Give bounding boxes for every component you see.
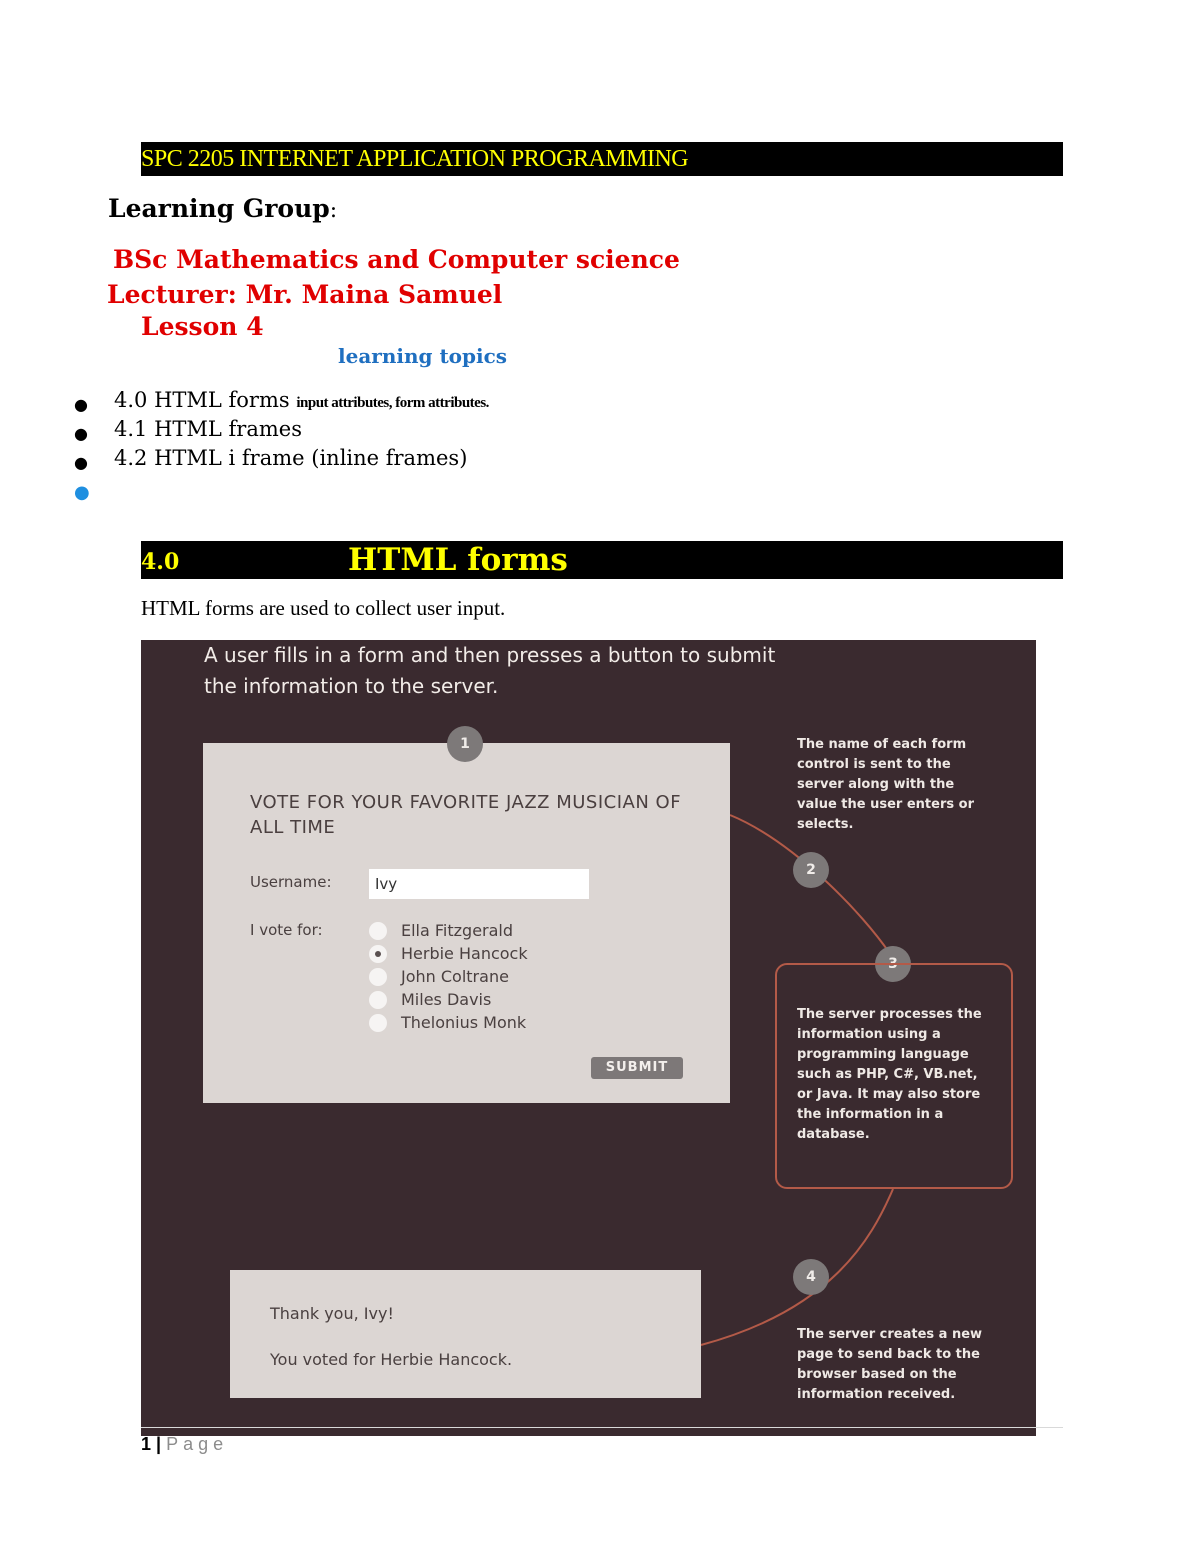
username-label: Username: xyxy=(250,873,332,891)
vote-form-panel xyxy=(203,743,730,1103)
page-footer xyxy=(141,1434,228,1455)
radio-button-selected[interactable] xyxy=(369,945,387,963)
step-2-badge: 2 xyxy=(793,852,829,888)
radio-option[interactable] xyxy=(369,1011,526,1034)
step-4-badge: 4 xyxy=(793,1259,829,1295)
learning-group-heading xyxy=(108,194,337,223)
bullet-icon: ● xyxy=(74,482,90,503)
section-heading: HTML forms xyxy=(348,542,568,578)
course-title-bar xyxy=(141,142,1063,176)
learning-group-label: Learning Group xyxy=(108,194,330,223)
topic-main: 4.0 HTML forms xyxy=(114,388,297,412)
bullet-icon: ● xyxy=(74,395,88,414)
lecturer-name: Lecturer: Mr. Maina Samuel xyxy=(107,280,503,309)
page-word: Page xyxy=(166,1434,229,1454)
radio-option-label: Herbie Hancock xyxy=(401,944,528,963)
server-process-note: The server processes the information using a programming language such as PHP, C#, VB.net, or Java. It may also store the information in a database. xyxy=(797,1007,982,1142)
step-3-badge: 3 xyxy=(875,946,911,982)
page-number: 1 xyxy=(141,1434,152,1454)
lesson-number: Lesson 4 xyxy=(141,312,264,341)
radio-button[interactable] xyxy=(369,1014,387,1032)
footer-separator: | xyxy=(151,1434,167,1454)
section-number: 4.0 xyxy=(141,549,180,575)
vote-form-title: VOTE FOR YOUR FAVORITE JAZZ MUSICIAN OF ALL TIME xyxy=(250,792,682,838)
vote-label: I vote for: xyxy=(250,921,323,939)
username-input[interactable] xyxy=(369,869,589,899)
topics-heading: learning topics xyxy=(338,344,508,368)
topic-detail: input attributes, form attributes. xyxy=(296,395,489,411)
program-name: BSc Mathematics and Computer science xyxy=(113,245,680,274)
radio-option[interactable] xyxy=(369,965,509,988)
radio-button[interactable] xyxy=(369,922,387,940)
radio-option-label: John Coltrane xyxy=(401,967,509,986)
course-title: SPC 2205 INTERNET APPLICATION PROGRAMMING xyxy=(141,146,689,172)
figure-caption: A user fills in a form and then presses a button to submit the information to the server. xyxy=(204,643,776,698)
result-vote: You voted for Herbie Hancock. xyxy=(270,1350,513,1369)
bullet-icon: ● xyxy=(74,424,88,443)
result-page-panel xyxy=(230,1270,701,1398)
topic-main: 4.2 HTML i frame (inline frames) xyxy=(114,446,468,470)
radio-button[interactable] xyxy=(369,968,387,986)
submit-button[interactable]: SUBMIT xyxy=(591,1057,683,1079)
radio-option[interactable] xyxy=(369,919,513,942)
bullet-icon: ● xyxy=(74,453,88,472)
step-1-badge: 1 xyxy=(447,726,483,762)
form-flow-figure xyxy=(141,640,1036,1436)
footer-divider xyxy=(141,1427,1063,1428)
section-intro: HTML forms are used to collect user input. xyxy=(141,596,506,620)
response-note: The server creates a new page to send back to the browser based on the information received. xyxy=(797,1327,983,1402)
radio-option-label: Thelonius Monk xyxy=(401,1013,527,1032)
learning-group-colon: : xyxy=(329,198,338,223)
result-thanks: Thank you, Ivy! xyxy=(270,1304,394,1323)
radio-option-label: Ella Fitzgerald xyxy=(401,921,514,940)
radio-button[interactable] xyxy=(369,991,387,1009)
radio-option[interactable] xyxy=(369,988,491,1011)
radio-option-label: Miles Davis xyxy=(401,990,492,1009)
topic-main: 4.1 HTML frames xyxy=(114,417,302,441)
radio-option[interactable] xyxy=(369,942,528,965)
form-control-note: The name of each form control is sent to the server along with the value the user enters or selects. xyxy=(797,737,974,832)
section-heading-bar xyxy=(141,541,1063,579)
